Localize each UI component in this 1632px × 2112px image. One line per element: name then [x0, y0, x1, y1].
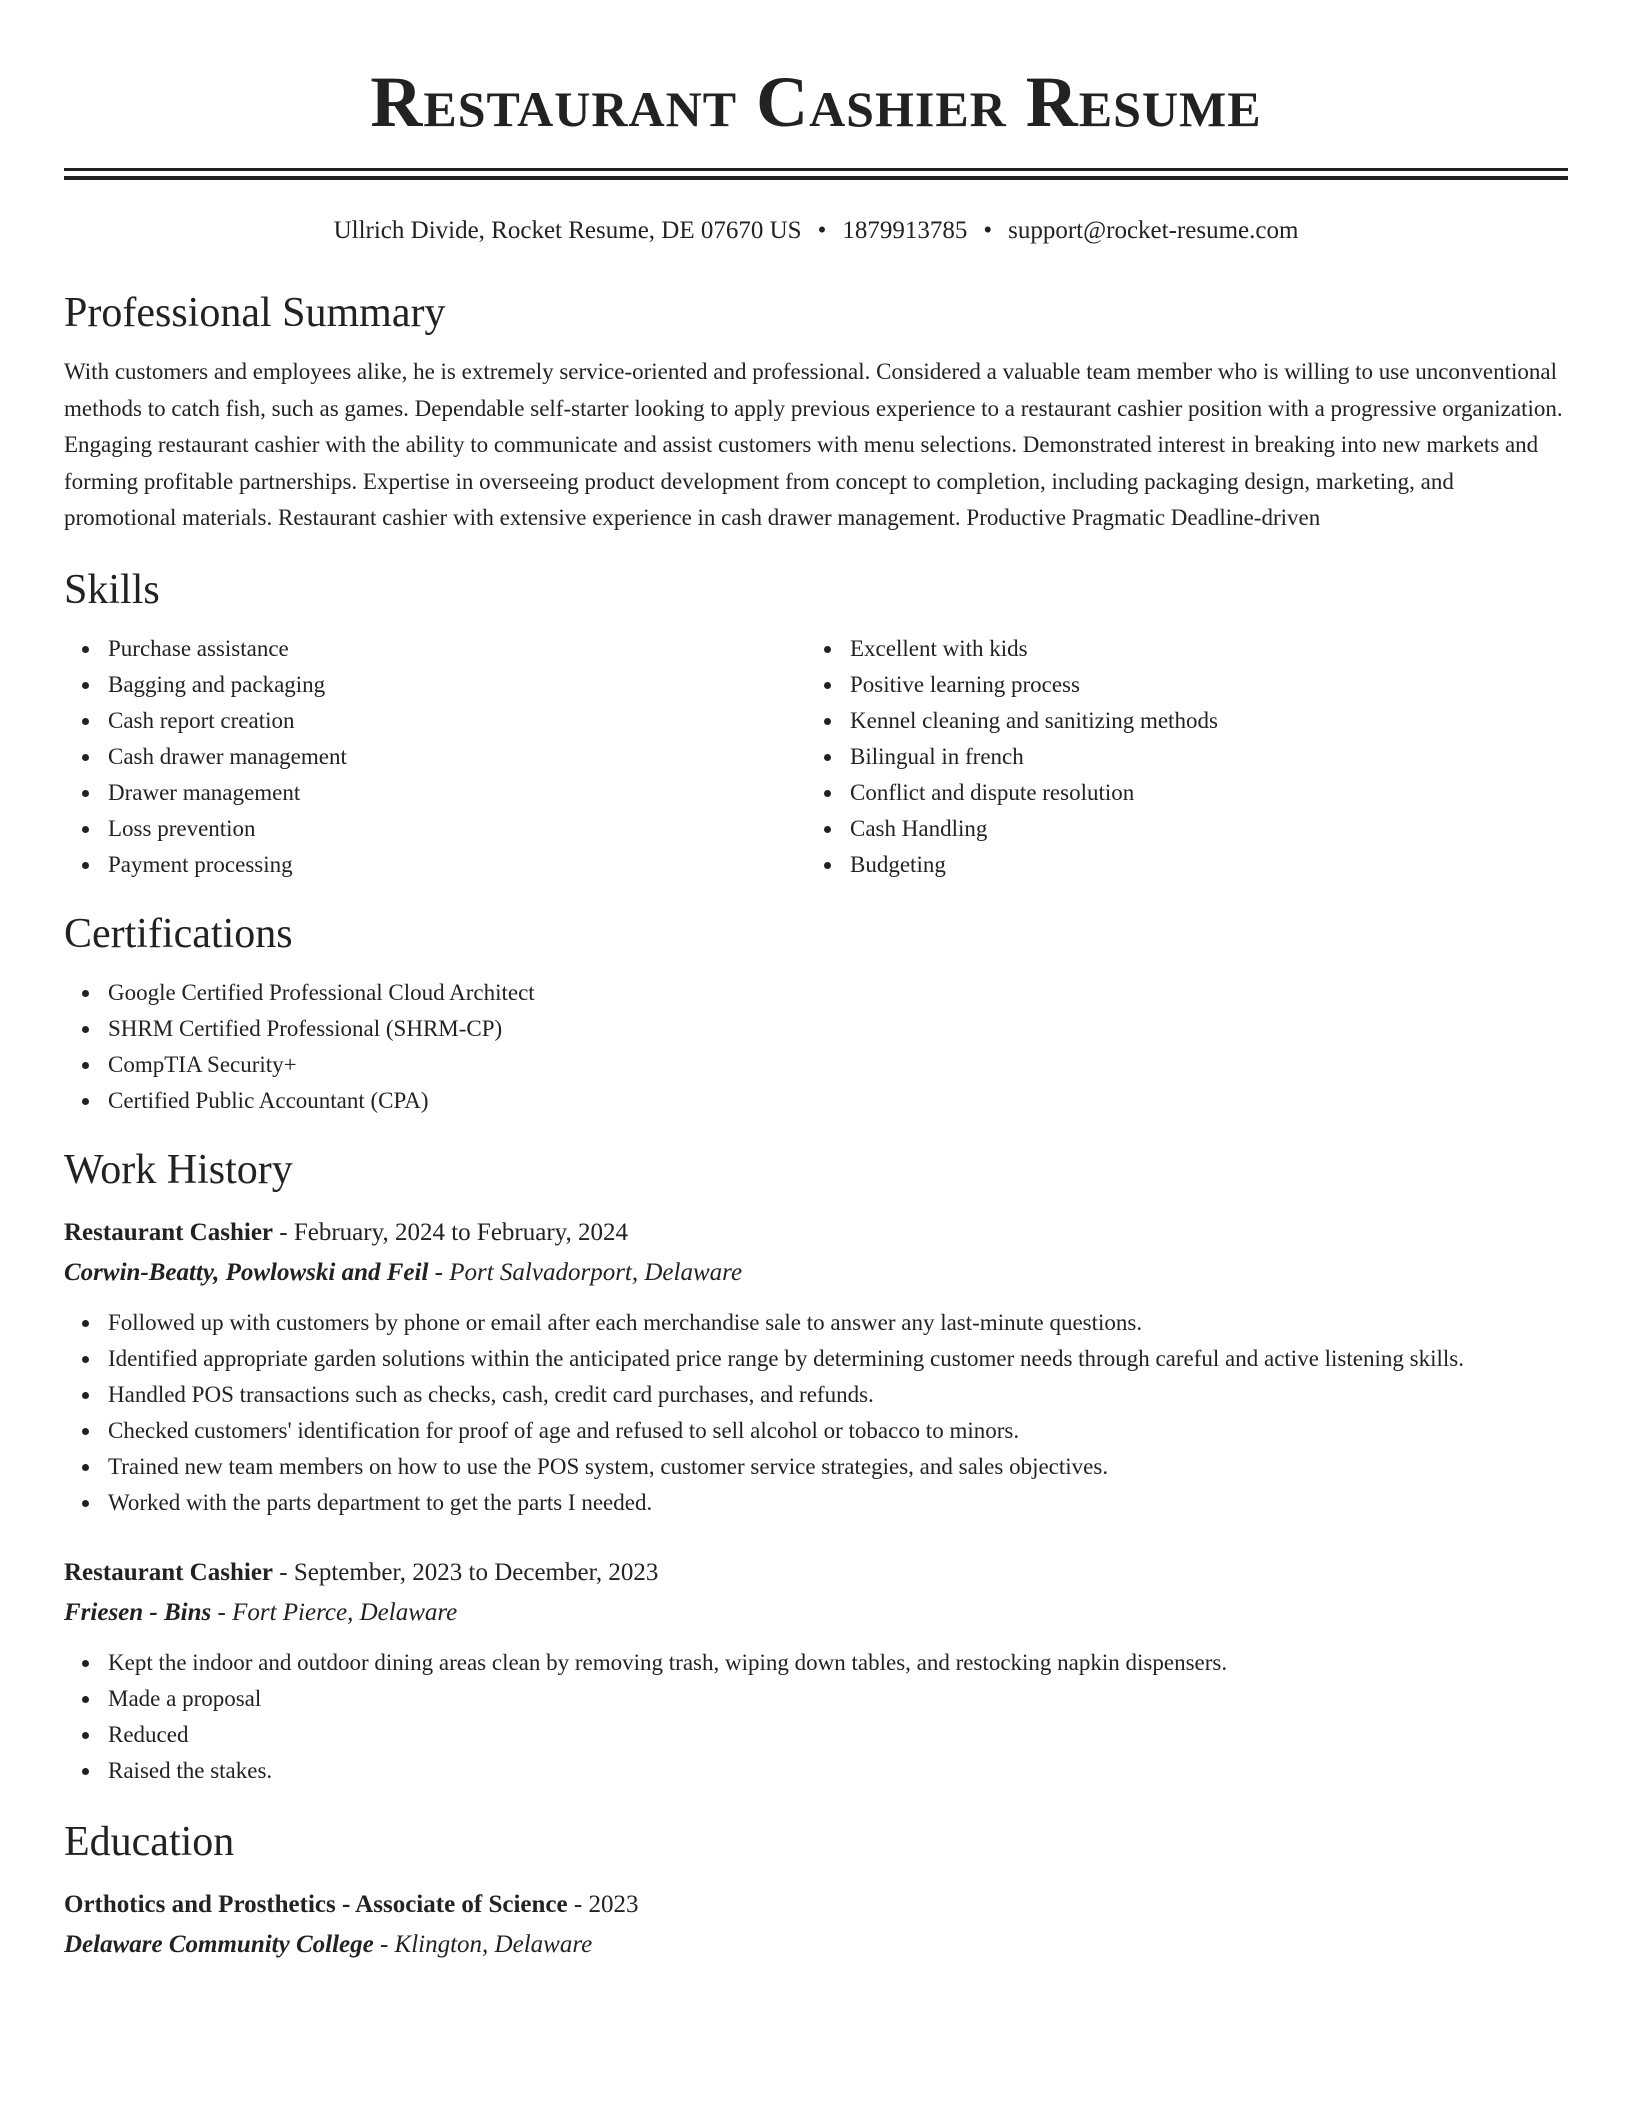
- skill-item: Purchase assistance: [108, 631, 806, 667]
- job-bullet: Reduced: [108, 1717, 1568, 1753]
- job-bullet: Trained new team members on how to use the POS system, customer service strategies, and sales objectives.: [108, 1449, 1568, 1485]
- skills-column-left: [64, 631, 806, 883]
- certification-item: Certified Public Accountant (CPA): [108, 1083, 1568, 1119]
- employer-name: Corwin-Beatty, Powlowski and Feil: [64, 1258, 429, 1286]
- certification-item: Google Certified Professional Cloud Architect: [108, 975, 1568, 1011]
- job-dates: - September, 2023 to December, 2023: [273, 1558, 659, 1586]
- contact-email: support@rocket-resume.com: [1008, 217, 1299, 244]
- job-title-line: [64, 1213, 1568, 1253]
- degree-year: - 2023: [567, 1890, 639, 1918]
- education-heading: Education: [64, 1818, 235, 1865]
- school-location: - Klington, Delaware: [373, 1930, 593, 1958]
- school-name: Delaware Community College: [64, 1930, 374, 1958]
- job-bullet: Checked customers' identification for proof of age and refused to sell alcohol or tobacco to minors.: [108, 1413, 1568, 1449]
- work-history-heading: Work History: [64, 1146, 293, 1193]
- job-bullet: Made a proposal: [108, 1681, 1568, 1717]
- certification-item: CompTIA Security+: [108, 1047, 1568, 1083]
- school-line: [64, 1925, 1568, 1965]
- skill-item: Bilingual in french: [850, 739, 1548, 775]
- skill-item: Cash Handling: [850, 811, 1548, 847]
- job-dates: - February, 2024 to February, 2024: [273, 1218, 629, 1246]
- summary-heading: Professional Summary: [64, 290, 446, 336]
- employer-location: - Fort Pierce, Delaware: [211, 1598, 458, 1626]
- skill-item: Kennel cleaning and sanitizing methods: [850, 703, 1548, 739]
- skills-heading: Skills: [64, 566, 160, 613]
- contact-line: [64, 214, 1568, 248]
- job-bullets: [64, 1305, 1568, 1521]
- skill-item: Excellent with kids: [850, 631, 1548, 667]
- certifications-heading: Certifications: [64, 910, 293, 957]
- job-bullet: Followed up with customers by phone or email after each merchandise sale to answer any last-minute questions.: [108, 1305, 1568, 1341]
- skill-item: Payment processing: [108, 847, 806, 883]
- skills-columns: [64, 631, 1568, 883]
- job-bullet: Kept the indoor and outdoor dining areas clean by removing trash, wiping down tables, and restocking napkin dispensers.: [108, 1645, 1568, 1681]
- skill-item: Cash drawer management: [108, 739, 806, 775]
- skill-item: Drawer management: [108, 775, 806, 811]
- skill-item: Positive learning process: [850, 667, 1548, 703]
- summary-text: With customers and employees alike, he is extremely service-oriented and professional. Considered a valuable team member who is willing to use unconventional methods to catch fish, such as games. Dependable self-starter looking to apply previous experience to a restaurant cashier position with a progressive organization. Engaging restaurant cashier with the ability to communicate and assist customers with menu selections. Demonstrated interest in breaking into new markets and forming profitable partnerships. Expertise in overseeing product development from concept to completion, including packaging design, marketing, and promotional materials. Restaurant cashier with extensive experience in cash drawer management. Productive Pragmatic Deadline-driven: [64, 359, 1563, 530]
- contact-separator: •: [983, 217, 993, 244]
- job-entry: [64, 1553, 1568, 1789]
- employer-line: [64, 1593, 1568, 1633]
- employer-location: - Port Salvadorport, Delaware: [428, 1258, 743, 1286]
- certifications-list: [64, 975, 1568, 1119]
- contact-phone: 1879913785: [842, 217, 968, 244]
- job-bullet: Raised the stakes.: [108, 1753, 1568, 1789]
- job-title: Restaurant Cashier: [64, 1558, 274, 1586]
- job-bullet: Identified appropriate garden solutions within the anticipated price range by determining customer needs through careful and active listening skills.: [108, 1341, 1568, 1377]
- job-title: Restaurant Cashier: [64, 1218, 274, 1246]
- degree-name: Orthotics and Prosthetics - Associate of Science: [64, 1890, 568, 1918]
- employer-line: [64, 1253, 1568, 1293]
- skills-list-left: [64, 631, 806, 883]
- skill-item: Budgeting: [850, 847, 1548, 883]
- employer-name: Friesen - Bins: [64, 1598, 212, 1626]
- job-bullet: Worked with the parts department to get the parts I needed.: [108, 1485, 1568, 1521]
- certification-item: SHRM Certified Professional (SHRM-CP): [108, 1011, 1568, 1047]
- skill-item: Bagging and packaging: [108, 667, 806, 703]
- job-bullet: Handled POS transactions such as checks, cash, credit card purchases, and refunds.: [108, 1377, 1568, 1413]
- skill-item: Cash report creation: [108, 703, 806, 739]
- skill-item: Loss prevention: [108, 811, 806, 847]
- contact-separator: •: [817, 217, 827, 244]
- job-entry: [64, 1213, 1568, 1521]
- degree-line: [64, 1885, 1568, 1925]
- contact-address: Ullrich Divide, Rocket Resume, DE 07670 US: [333, 217, 802, 244]
- job-bullets: [64, 1645, 1568, 1789]
- job-title-line: [64, 1553, 1568, 1593]
- title-double-rule: [64, 168, 1568, 180]
- resume-title: Restaurant Cashier Resume: [370, 62, 1262, 142]
- skill-item: Conflict and dispute resolution: [850, 775, 1548, 811]
- skills-list-right: [806, 631, 1548, 883]
- skills-column-right: [806, 631, 1548, 883]
